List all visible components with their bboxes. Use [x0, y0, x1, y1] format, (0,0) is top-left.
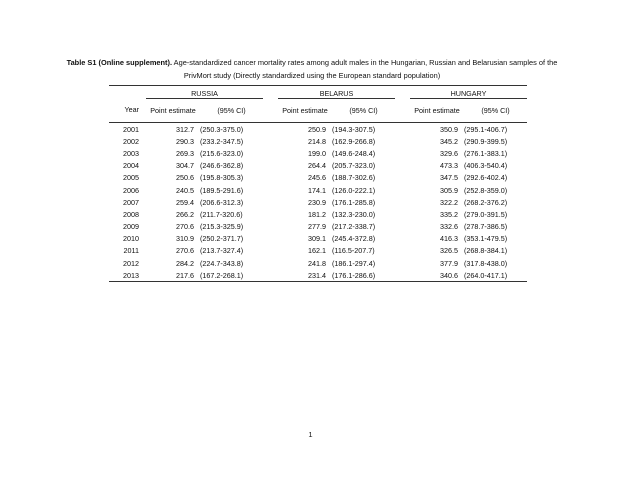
ci-header: (95% CI) [464, 99, 527, 123]
russia-point-estimate: 266.2 [176, 209, 194, 219]
belarus-point-estimate: 230.9 [308, 197, 326, 207]
table-row [109, 172, 527, 184]
russia-point-estimate: 250.6 [176, 173, 194, 183]
russia-ci: (215.6-323.0) [200, 148, 244, 158]
russia-ci: (167.2-268.1) [200, 269, 263, 282]
year-cell: 2005 [123, 173, 139, 183]
belarus-ci: (188.7-302.6) [332, 173, 376, 183]
hungary-ci: (317.8-438.0) [464, 258, 508, 268]
hungary-point-estimate: 347.5 [440, 173, 458, 183]
table-row [109, 184, 527, 196]
ci-header: (95% CI) [200, 99, 263, 123]
year-header: Year [109, 99, 146, 123]
hungary-ci: (278.7-386.5) [464, 222, 508, 232]
year-cell: 2007 [123, 197, 139, 207]
russia-ci: (211.7-320.6) [200, 209, 243, 219]
belarus-point-estimate: 181.2 [308, 209, 326, 219]
belarus-ci: (116.5-207.7) [332, 246, 375, 256]
year-cell: 2010 [123, 234, 139, 244]
hungary-ci: (279.0-391.5) [464, 209, 508, 219]
year-cell: 2012 [123, 258, 139, 268]
belarus-ci: (186.1-297.4) [332, 258, 376, 268]
year-cell: 2009 [123, 222, 139, 232]
column-gap [395, 233, 410, 245]
belarus-point-estimate: 250.9 [308, 124, 326, 134]
russia-point-estimate: 310.9 [176, 234, 194, 244]
russia-ci: (246.6-362.8) [200, 161, 244, 171]
year-cell: 2002 [123, 136, 139, 146]
russia-ci: (189.5-291.6) [200, 185, 244, 195]
table-caption [52, 56, 572, 82]
group-belarus: BELARUS [278, 86, 395, 99]
russia-ci: (213.7-327.4) [200, 246, 244, 256]
hungary-point-estimate: 345.2 [440, 136, 458, 146]
russia-ci: (250.2-371.7) [200, 234, 244, 244]
russia-point-estimate: 240.5 [176, 185, 194, 195]
hungary-ci: (292.6-402.4) [464, 173, 508, 183]
belarus-ci: (176.1-286.6) [332, 269, 395, 282]
group-hungary: HUNGARY [410, 86, 527, 99]
group-russia: RUSSIA [146, 86, 263, 99]
table-row [109, 257, 527, 269]
hungary-ci: (353.1-479.5) [464, 234, 508, 244]
page-number: 1 [308, 430, 313, 439]
column-gap [263, 233, 278, 245]
hungary-point-estimate: 350.9 [440, 124, 458, 134]
column-gap [395, 123, 410, 136]
russia-point-estimate: 270.6 [176, 246, 194, 256]
table-row [109, 221, 527, 233]
year-cell: 2013 [109, 269, 146, 282]
belarus-point-estimate: 162.1 [308, 246, 326, 256]
column-gap [263, 221, 278, 233]
table-row [109, 196, 527, 208]
caption-lead: Table S1 (Online supplement). [66, 58, 173, 67]
belarus-point-estimate: 241.8 [308, 258, 326, 268]
hungary-point-estimate: 332.6 [440, 222, 458, 232]
column-gap [395, 221, 410, 233]
column-gap [263, 172, 278, 184]
column-gap [263, 257, 278, 269]
hungary-ci: (290.9-399.5) [464, 136, 508, 146]
column-gap [263, 196, 278, 208]
russia-ci: (233.2-347.5) [200, 136, 244, 146]
column-gap [395, 269, 410, 282]
belarus-point-estimate: 277.9 [308, 222, 326, 232]
column-gap [395, 196, 410, 208]
russia-point-estimate: 270.6 [176, 222, 194, 232]
russia-point-estimate: 284.2 [176, 258, 194, 268]
column-gap [395, 172, 410, 184]
hungary-point-estimate: 329.6 [440, 148, 458, 158]
group-header-row [109, 86, 527, 99]
table-row [109, 245, 527, 257]
column-gap [263, 160, 278, 172]
belarus-ci: (149.6-248.4) [332, 148, 376, 158]
hungary-point-estimate: 326.5 [440, 246, 458, 256]
column-gap [263, 269, 278, 282]
russia-ci: (250.3-375.0) [200, 124, 244, 134]
column-gap [263, 184, 278, 196]
hungary-ci: (268.2-376.2) [464, 197, 508, 207]
hungary-point-estimate: 340.6 [410, 269, 464, 282]
hungary-ci: (295.1-406.7) [464, 124, 508, 134]
year-cell: 2001 [123, 124, 139, 134]
russia-point-estimate: 217.6 [146, 269, 200, 282]
belarus-ci: (162.9-266.8) [332, 136, 376, 146]
column-gap [395, 208, 410, 220]
column-gap [263, 147, 278, 159]
table-row [109, 208, 527, 220]
column-gap [395, 160, 410, 172]
russia-ci: (215.3-325.9) [200, 222, 244, 232]
column-gap [263, 123, 278, 136]
year-cell: 2011 [123, 246, 139, 256]
column-gap [395, 257, 410, 269]
russia-ci: (195.8-305.3) [200, 173, 244, 183]
belarus-ci: (217.2-338.7) [332, 222, 376, 232]
ci-header: (95% CI) [332, 99, 395, 123]
year-cell: 2008 [123, 209, 139, 219]
belarus-ci: (245.4-372.8) [332, 234, 376, 244]
year-cell: 2004 [123, 161, 139, 171]
mortality-table [109, 85, 527, 282]
russia-point-estimate: 259.4 [176, 197, 194, 207]
table-row [109, 123, 527, 136]
belarus-point-estimate: 245.6 [308, 173, 326, 183]
hungary-point-estimate: 305.9 [440, 185, 458, 195]
belarus-ci: (194.3-307.5) [332, 124, 376, 134]
caption-text: Age-standardized cancer mortality rates among adult males in the Hungarian, Russian and Belarusian samples of the PrivMort study (Directly standardized using the European standard population) [172, 58, 558, 80]
belarus-point-estimate: 174.1 [308, 185, 326, 195]
belarus-ci: (132.3-230.0) [332, 209, 376, 219]
hungary-point-estimate: 473.3 [440, 161, 458, 171]
table-row [109, 147, 527, 159]
hungary-point-estimate: 377.9 [440, 258, 458, 268]
table-row [109, 269, 527, 282]
point-estimate-header: Point estimate [278, 99, 332, 123]
column-gap [395, 135, 410, 147]
russia-point-estimate: 312.7 [176, 124, 194, 134]
belarus-point-estimate: 264.4 [308, 161, 326, 171]
hungary-point-estimate: 416.3 [440, 234, 458, 244]
russia-point-estimate: 290.3 [176, 136, 194, 146]
hungary-ci: (276.1-383.1) [464, 148, 508, 158]
hungary-ci: (264.0-417.1) [464, 269, 527, 282]
column-header-row [109, 99, 527, 123]
table-row [109, 160, 527, 172]
column-gap [263, 245, 278, 257]
belarus-ci: (205.7-323.0) [332, 161, 376, 171]
russia-point-estimate: 304.7 [176, 161, 194, 171]
russia-point-estimate: 269.3 [176, 148, 194, 158]
year-cell: 2006 [123, 185, 139, 195]
russia-ci: (206.6-312.3) [200, 197, 244, 207]
table-row [109, 135, 527, 147]
belarus-point-estimate: 199.0 [308, 148, 326, 158]
russia-ci: (224.7-343.8) [200, 258, 244, 268]
year-cell: 2003 [123, 148, 139, 158]
belarus-point-estimate: 231.4 [278, 269, 332, 282]
belarus-point-estimate: 309.1 [308, 234, 326, 244]
column-gap [395, 184, 410, 196]
hungary-ci: (252.8-359.0) [464, 185, 508, 195]
column-gap [395, 147, 410, 159]
column-gap [263, 135, 278, 147]
belarus-point-estimate: 214.8 [308, 136, 326, 146]
hungary-point-estimate: 335.2 [440, 209, 458, 219]
column-gap [395, 245, 410, 257]
belarus-ci: (126.0-222.1) [332, 185, 376, 195]
belarus-ci: (176.1-285.8) [332, 197, 376, 207]
hungary-ci: (268.8-384.1) [464, 246, 508, 256]
hungary-ci: (406.3-540.4) [464, 161, 508, 171]
point-estimate-header: Point estimate [146, 99, 200, 123]
point-estimate-header: Point estimate [410, 99, 464, 123]
table-row [109, 233, 527, 245]
hungary-point-estimate: 322.2 [440, 197, 458, 207]
column-gap [263, 208, 278, 220]
